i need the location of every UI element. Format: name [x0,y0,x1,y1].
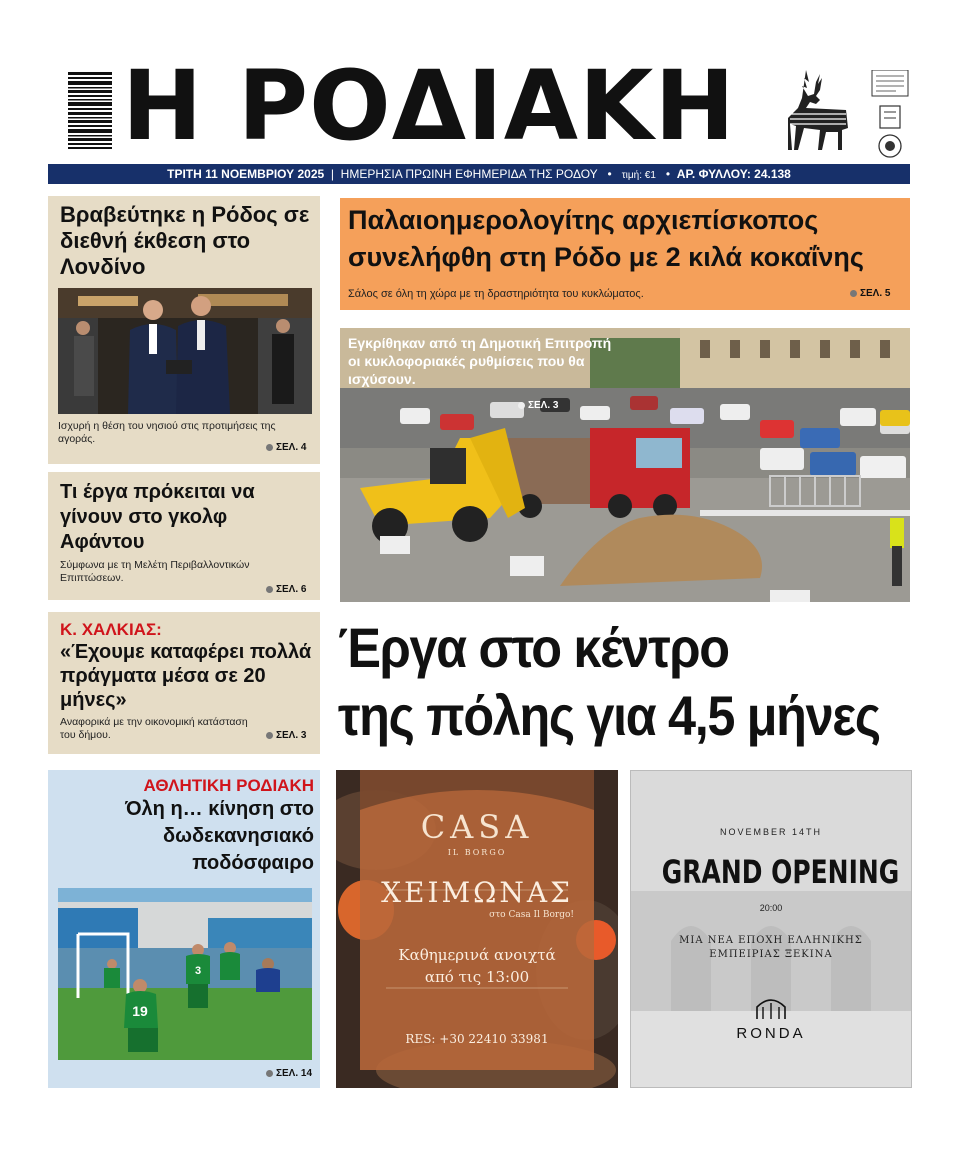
casa-hours-2: από τις 13:00 [424,968,530,986]
page-dot-icon [518,402,525,409]
page-dot-icon [266,444,273,451]
main-story-photo[interactable] [340,328,910,602]
story-caption: Αναφορικά με την οικονομική κατάσταση του δήμου. [60,716,248,741]
casa-sub: IL BORGO [447,848,507,857]
seal-icons [870,70,912,160]
masthead-title: Η ΡΟΔΙΑΚΗ [122,50,736,162]
story-caption: Ισχυρή η θέση του νησιού στις προτιμήσεις της αγοράς. [58,420,276,445]
ronda-time: 20:00 [759,903,783,913]
ronda-brand: RONDA [736,1025,806,1042]
casa-hours-1: Καθημερινά ανοιχτά [398,946,556,964]
top-story-archbishop[interactable] [340,198,910,310]
strip-bullet-2: • [665,167,671,181]
strip-bullet-1: • [607,167,612,181]
story-title: Τι έργα πρόκειται να γίνουν στο γκολφ Αφάντου [60,481,255,553]
top-story-caption: Σάλος σε όλη τη χώρα με τη δραστηριότητα του κυκλώματος. [348,288,644,300]
headline-line-2: της πόλης για 4,5 μήνες [338,684,880,747]
sports-kicker: ΑΘΛΗΤΙΚΗ ΡΟΔΙΑΚΗ [143,776,314,795]
photo-caption: Εγκρίθηκαν από τη Δημοτική Επιτροπή οι κυκλοφοριακές ρυθμίσεις που θα ισχύσουν. [348,335,612,387]
story-golf-afantou[interactable] [48,472,320,600]
page-dot-icon [850,290,857,297]
jersey-number: 3 [194,965,202,977]
ronda-line-1: ΜΙΑ ΝΕΑ ΕΠΟΧΗ ΕΛΛΗΝΙΚΗΣ [679,935,863,946]
strip-separator: | [330,167,334,181]
page-ref-label: ΣΕΛ. 4 [276,442,307,453]
story-chalkias[interactable] [48,612,320,754]
ronda-title: GRAND OPENING [661,853,900,891]
casa-season: ΧΕΙΜΩΝΑΣ [381,876,573,909]
page-ref[interactable] [266,730,306,741]
page-dot-icon [266,586,273,593]
headline-line-1: Έργα στο κέντρο [338,616,729,679]
page-ref-label: ΣΕΛ. 14 [276,1068,313,1079]
deer-logo-icon [776,68,852,154]
football-photo [58,888,312,1060]
ronda-logo-icon [755,993,787,1021]
jersey-number: 19 [132,1003,148,1019]
ronda-line-2: ΕΜΠΕΙΡΙΑΣ ΞΕΚΙΝΑ [709,949,833,960]
barcode-icon [66,70,114,150]
story-london-award[interactable] [48,196,320,464]
issue-date: ΤΡΙΤΗ 11 ΝΟΕΜΒΡΙΟΥ 2025 [167,167,325,181]
story-kicker: Κ. ΧΑΛΚΙΑΣ: [60,620,162,639]
ronda-grand-opening-ad[interactable] [630,770,912,1088]
page-ref[interactable] [266,442,306,453]
casa-phone: RES: +30 22410 33981 [405,1032,549,1046]
casa-season-sub: στο Casa Il Borgo! [489,910,574,920]
page-ref-label: ΣΕΛ. 3 [528,400,559,411]
issue-number: ΑΡ. ΦΥΛΛΟΥ: 24.138 [676,167,791,181]
page-ref-label: ΣΕΛ. 6 [276,584,307,595]
story-title: Βραβεύτηκε η Ρόδος σε διεθνή έκθεση στο Λονδίνο [60,202,310,279]
page-dot-icon [266,1070,273,1077]
page-ref[interactable] [266,584,306,595]
story-title: «Έχουμε καταφέρει πολλά πράγματα μέσα σε 20 μήνες» [60,641,312,711]
tagline: ΗΜΕΡΗΣΙΑ ΠΡΩΙΝΗ ΕΦΗΜΕΡΙΔΑ ΤΗΣ ΡΟΔΟΥ [340,167,598,181]
price: τιμή: €1 [621,170,656,181]
story-caption: Σύμφωνα με τη Μελέτη Περιβαλλοντικών Επιπτώσεων. [60,559,250,584]
page-ref-label: ΣΕΛ. 3 [276,730,307,741]
casa-il-borgo-ad[interactable] [336,770,618,1088]
date-strip [48,164,910,184]
sports-title: Όλη η… κίνηση στο δωδεκανησιακό ποδόσφαιρο [125,798,314,874]
sports-section[interactable] [48,770,320,1088]
ronda-date: NOVEMBER 14TH [719,827,823,837]
top-story-title: Παλαιοημερολογίτης αρχιεπίσκοπος συνελήφθη στη Ρόδο με 2 κιλά κοκαΐνης [348,205,864,272]
page-ref[interactable] [850,288,890,299]
main-headline[interactable] [338,614,880,750]
page-ref[interactable] [518,400,558,411]
page-dot-icon [266,732,273,739]
casa-brand: CASA [420,808,534,846]
page-ref[interactable] [266,1068,312,1079]
award-photo [58,288,312,414]
page-ref-label: ΣΕΛ. 5 [860,288,891,299]
